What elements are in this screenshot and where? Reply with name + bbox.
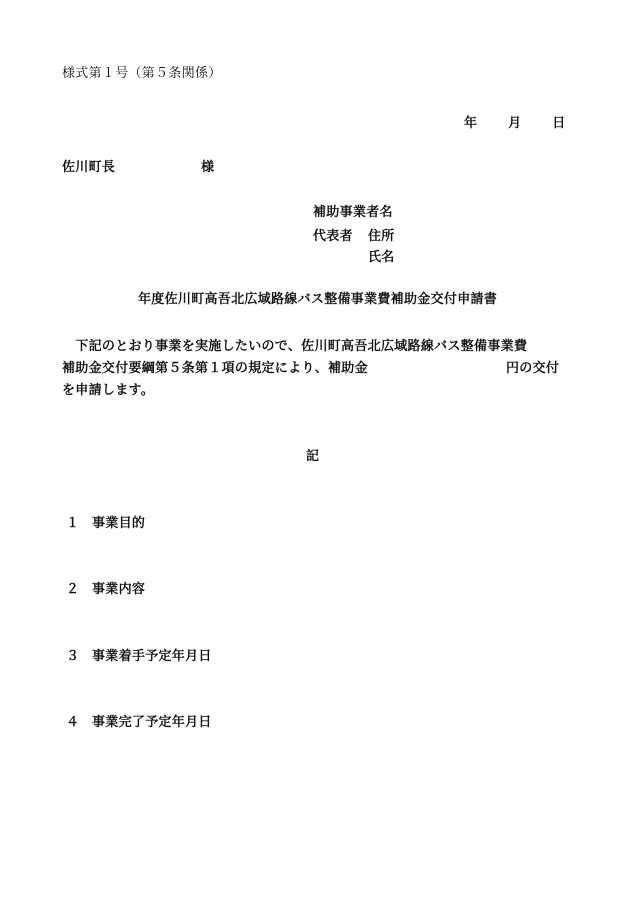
date-line — [464, 116, 566, 132]
item-1 — [66, 516, 145, 532]
address-label: 住所 — [368, 229, 395, 244]
item-label: 事業着手予定年月日 — [92, 649, 212, 664]
item-3 — [66, 649, 212, 665]
date-day: 日 — [552, 116, 566, 131]
body-line-3: を申請します。 — [62, 383, 155, 398]
item-number: １ — [66, 516, 80, 531]
date-month: 月 — [508, 116, 522, 131]
item-label: 事業完了予定年月日 — [92, 715, 212, 730]
item-label: 事業目的 — [92, 516, 146, 531]
item-2 — [66, 582, 145, 598]
body-line-2-text: 補助金交付要綱第５条第１項の規定により、補助金 — [62, 361, 368, 376]
representative-label: 代表者 — [313, 229, 353, 244]
item-number: ２ — [66, 582, 80, 597]
body-line-2-amount-suffix: 円の交付 — [506, 361, 560, 376]
body-line-1: 下記のとおり事業を実施したいので、佐川町高吾北広域路線バス整備事業費 — [62, 339, 528, 354]
item-label: 事業内容 — [92, 582, 146, 597]
date-year: 年 — [464, 116, 478, 131]
document-title: 年度佐川町高吾北広域路線バス整備事業費補助金交付申請書 — [138, 292, 498, 307]
name-label: 氏名 — [368, 250, 395, 265]
addressee-honorific: 様 — [201, 160, 215, 175]
addressee-name: 佐川町長 — [62, 160, 116, 175]
form-number: 様式第１号（第５条関係） — [62, 66, 222, 81]
body-paragraph — [62, 336, 562, 402]
item-number: ３ — [66, 649, 80, 664]
body-line-2 — [62, 358, 562, 380]
business-name-label: 補助事業者名 — [313, 205, 393, 220]
item-4 — [66, 715, 212, 731]
record-mark: 記 — [306, 449, 320, 464]
item-number: ４ — [66, 715, 80, 730]
